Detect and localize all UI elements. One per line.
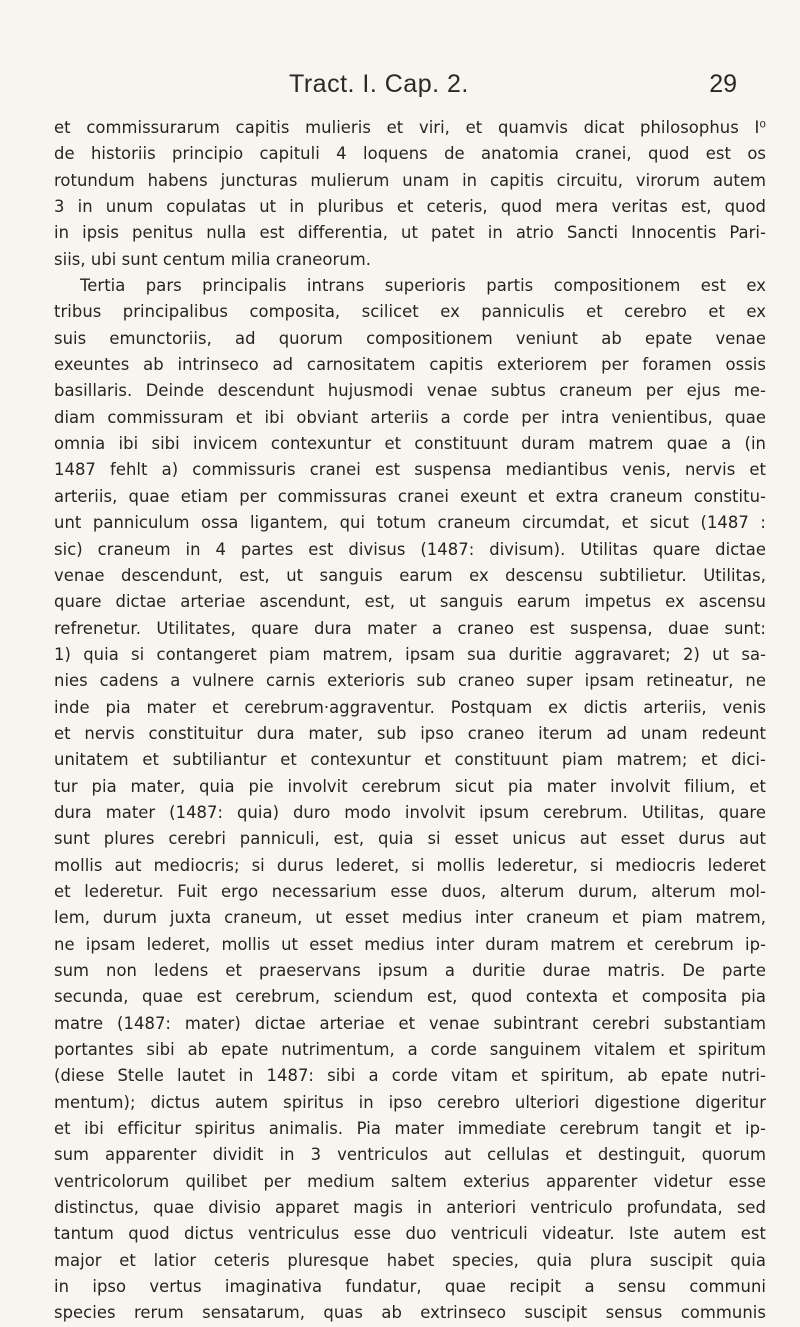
text-line: ne ipsam lederet, mollis ut esset medius inter duram matrem et cerebrum ip- — [54, 934, 766, 954]
text-line: et lederetur. Fuit ergo necessarium esse duos, alterum durum, alterum mol- — [54, 881, 766, 901]
text-line: Tertia pars principalis intrans superioris partis compositionem est ex — [80, 276, 766, 296]
text-line: unt panniculum ossa ligantem, qui totum craneum circumdat, et sicut (1487 : — [54, 513, 766, 533]
text-line: 1) quia si contangeret piam matrem, ipsam sua duritie aggravaret; 2) ut sa- — [54, 644, 766, 664]
text-line: refrenetur. Utilitates, quare dura mater a craneo est suspensa, duae sunt: — [54, 618, 766, 638]
paragraph — [54, 273, 766, 1327]
text-line: 3 in unum copulatas ut in pluribus et ceteris, quod mera veritas est, quod — [54, 197, 766, 217]
text-line: rotundum habens juncturas mulierum unam in capitis circuitu, virorum autem — [54, 170, 766, 190]
text-line: tribus principalibus composita, scilicet ex panniculis et cerebro et ex — [54, 302, 766, 322]
text-line: inde pia mater et cerebrum·aggraventur. Postquam ex dictis arteriis, venis — [54, 697, 766, 717]
text-line: in ipsis penitus nulla est differentia, ut patet in atrio Sancti Innocentis Pari- — [54, 223, 766, 243]
text-line: in ipso vertus imaginativa fundatur, quae recipit a sensu communi — [54, 1277, 766, 1297]
text-line: suis emunctoriis, ad quorum compositionem veniunt ab epate venae — [54, 328, 766, 348]
text-line: et commissurarum capitis mulieris et viri, et quamvis dicat philosophus I⁰ — [54, 118, 766, 137]
text-line: quare dictae arteriae ascendunt, est, ut sanguis earum impetus ex ascensu — [54, 592, 766, 612]
text-line: species rerum sensatarum, quas ab extrinseco suscipit sensus communis — [54, 1303, 766, 1323]
text-line: arteriis, quae etiam per commissuras cranei exeunt et extra craneum constitu- — [54, 486, 766, 506]
text-line: portantes sibi ab epate nutrimentum, a corde sanguinem vitalem et spiritum — [54, 1040, 766, 1060]
text-line: tur pia mater, quia pie involvit cerebrum sicut pia mater involvit filium, et — [54, 776, 766, 796]
text-line: nies cadens a vulnere carnis exterioris sub craneo super ipsam retineatur, ne — [54, 671, 766, 691]
text-line: unitatem et subtiliantur et contexuntur et constituunt piam matrem; et dici- — [54, 750, 766, 770]
text-line: de historiis principio capituli 4 loquens de anatomia cranei, quod est os — [54, 144, 766, 164]
text-line: venae descendunt, est, ut sanguis earum ex descensu subtilietur. Utilitas, — [54, 565, 766, 585]
text-line: dura mater (1487: quia) duro modo involvit ipsum cerebrum. Utilitas, quare — [54, 802, 766, 822]
text-line: (diese Stelle lautet in 1487: sibi a corde vitam et spiritum, ab epate nutri- — [54, 1066, 766, 1086]
text-line: tantum quod dictus ventriculus esse duo ventriculi videatur. Iste autem est — [54, 1224, 766, 1244]
text-line: major et latior ceteris pluresque habet species, quia plura suscipit quia — [54, 1250, 766, 1270]
text-line: matre (1487: mater) dictae arteriae et venae subintrant cerebri substantiam — [54, 1013, 766, 1033]
running-head-title: Tract. I. Cap. 2. — [289, 70, 469, 98]
text-line: mentum); dictus autem spiritus in ipso cerebro ulteriori digestione digeritur — [54, 1092, 766, 1112]
text-line: exeuntes ab intrinseco ad carnositatem capitis exteriorem per foramen ossis — [54, 355, 766, 375]
text-line: et nervis constituitur dura mater, sub ipso craneo iterum ad unam redeunt — [54, 723, 766, 743]
text-line: siis, ubi sunt centum milia craneorum. — [54, 249, 371, 269]
text-line: ventricolorum quilibet per medium saltem exterius apparenter videtur esse — [54, 1171, 766, 1191]
text-line: mollis aut mediocris; si durus lederet, si mollis lederetur, si mediocris lederet — [54, 855, 766, 875]
text-line: distinctus, quae divisio apparet magis in anteriori ventriculo profundata, sed — [54, 1198, 766, 1218]
text-line: sum apparenter dividit in 3 ventriculos aut cellulas et destinguit, quorum — [54, 1145, 766, 1165]
text-line: secunda, quae est cerebrum, sciendum est, quod contexta et composita pia — [54, 987, 766, 1007]
body-text — [54, 115, 766, 1327]
paragraph — [54, 115, 766, 273]
text-line: et ibi efficitur spiritus animalis. Pia mater immediate cerebrum tangit et ip- — [54, 1119, 766, 1139]
text-line: diam commissuram et ibi obviant arteriis a corde per intra venientibus, quae — [54, 407, 766, 427]
text-line: lem, durum juxta craneum, ut esset medius inter craneum et piam matrem, — [54, 908, 766, 928]
text-line: 1487 fehlt a) commissuris cranei est suspensa mediantibus venis, nervis et — [54, 460, 766, 480]
text-line: sic) craneum in 4 partes est divisus (1487: divisum). Utilitas quare dictae — [54, 539, 766, 559]
page-number: 29 — [709, 70, 737, 98]
text-line: basillaris. Deinde descendunt hujusmodi venae subtus craneum per ejus me- — [54, 381, 766, 401]
text-line: omnia ibi sibi invicem contexuntur et constituunt duram matrem quae a (in — [54, 434, 766, 454]
text-line: sum non ledens et praeservans ipsum a duritie durae matris. De parte — [54, 961, 766, 980]
text-line: sunt plures cerebri panniculi, est, quia si esset unicus aut esset durus aut — [54, 829, 766, 849]
